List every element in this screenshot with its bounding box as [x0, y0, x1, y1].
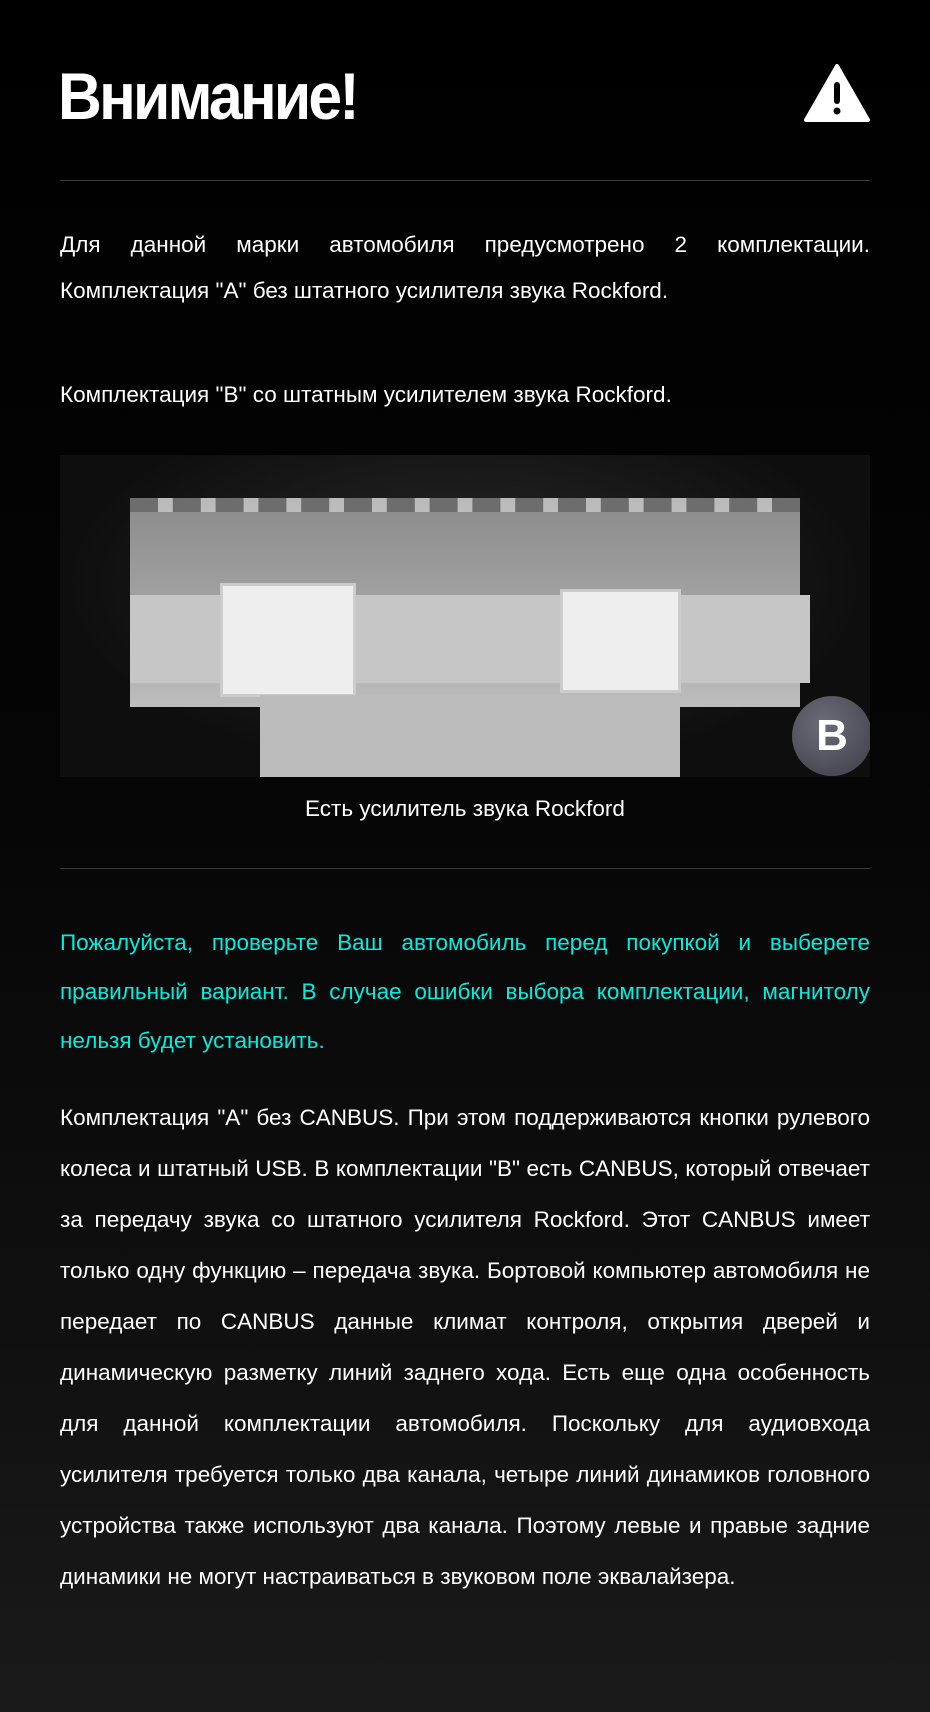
notice-text: Пожалуйста, проверьте Ваш автомобиль перед покупкой и выберете правильный вариант. В случае ошибки выбора комплектации, магнитолу нельзя будет установить. — [60, 930, 870, 1053]
warning-icon — [804, 64, 870, 122]
divider — [60, 180, 870, 181]
amplifier-photo — [60, 455, 870, 777]
variant-badge: B — [792, 696, 870, 776]
intro-text-b: Комплектация "B" со штатным усилителем звука Rockford. — [60, 382, 672, 407]
page-title: Внимание! — [58, 59, 357, 133]
photo-caption: Есть усилитель звука Rockford — [305, 796, 625, 821]
radio-body — [260, 695, 680, 777]
intro-text: Для данной марки автомобиля предусмотрено 2 комплектации. Комплектация "A" без штатного усилителя звука Rockford. — [60, 232, 870, 303]
connector-left — [220, 583, 356, 697]
details-text: Комплектация "A" без CANBUS. При этом поддерживаются кнопки рулевого колеса и штатный USB. В комплектации "B" есть CANBUS, который отвечает за передачу звука со штатного усилителя Rockford. Этот CANBUS имеет только одну функцию – передача звука. Бортовой компьютер автомобиля не передает по CANBUS данные климат контроля, открытия дверей и динамическую разметку линий заднего хода. Есть еще одна особенность для данной комплектации автомобиля. Поскольку для аудиовхода усилителя требуется только два канала, четыре линий динамиков головного устройства также используют два канала. Поэтому левые и правые задние динамики не могут настраиваться в звуковом поле эквалайзера. — [60, 1105, 870, 1589]
connector-right — [560, 589, 681, 693]
divider — [60, 868, 870, 869]
